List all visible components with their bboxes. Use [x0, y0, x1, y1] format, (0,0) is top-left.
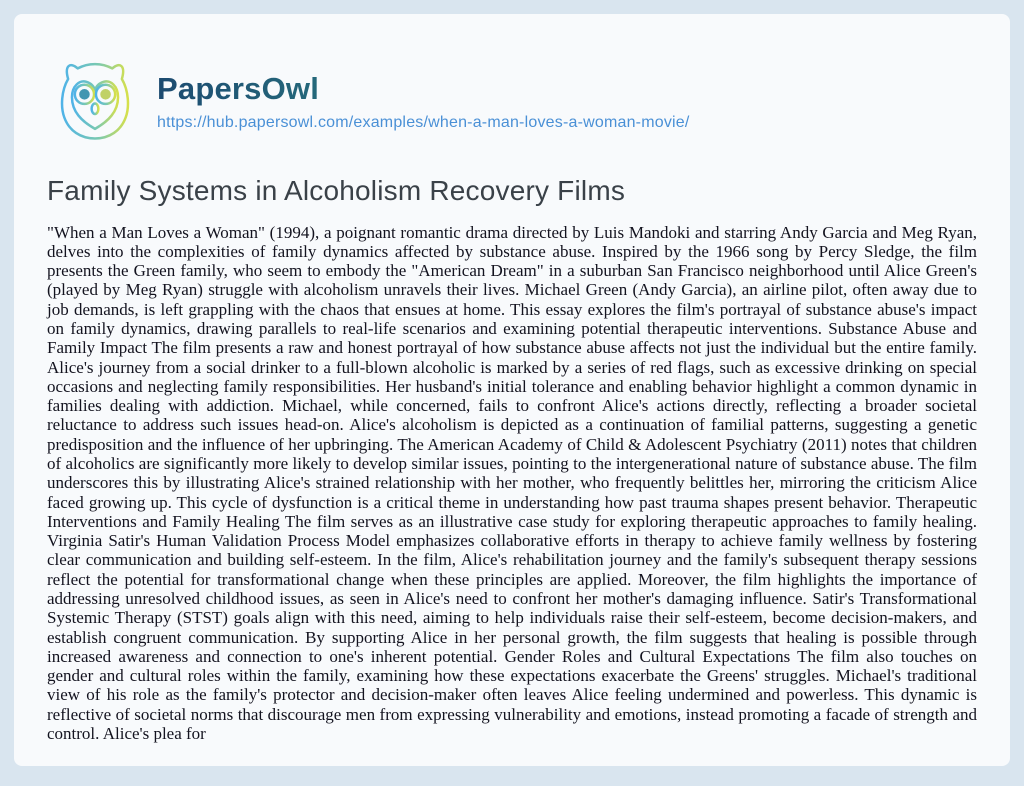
- source-url-link[interactable]: https://hub.papersowl.com/examples/when-a-man-loves-a-woman-movie/: [157, 114, 690, 132]
- papersowl-owl-icon[interactable]: [47, 54, 143, 150]
- content-card: [14, 14, 1010, 766]
- brand-text-block: [157, 72, 690, 132]
- site-header: [47, 54, 977, 150]
- brand-name[interactable]: PapersOwl: [157, 72, 690, 106]
- essay-body-text: "When a Man Loves a Woman" (1994), a poignant romantic drama directed by Luis Mandoki and starring Andy Garcia and Meg Ryan, delves into the complexities of family dynamics affected by substance abuse. Inspired by the 1966 song by Percy Sledge, the film presents the Green family, who seem to embody the "American Dream" in a suburban San Francisco neighborhood until Alice Green's (played by Meg Ryan) struggle with alcoholism unravels their lives. Michael Green (Andy Garcia), an airline pilot, often away due to job demands, is left grappling with the chaos that ensues at home. This essay explores the film's portrayal of substance abuse's impact on family dynamics, drawing parallels to real-life scenarios and examining potential therapeutic interventions. Substance Abuse and Family Impact The film presents a raw and honest portrayal of how substance abuse affects not just the individual but the entire family. Alice's journey from a social drinker to a full-blown alcoholic is marked by a series of red flags, such as excessive drinking on special occasions and neglecting family responsibilities. Her husband's initial tolerance and enabling behavior highlight a common dynamic in families dealing with addiction. Michael, while concerned, fails to confront Alice's actions directly, reflecting a broader societal reluctance to address such issues head-on. Alice's alcoholism is depicted as a continuation of familial patterns, suggesting a genetic predisposition and the influence of her upbringing. The American Academy of Child & Adolescent Psychiatry (2011) notes that children of alcoholics are significantly more likely to develop similar issues, pointing to the intergenerational nature of substance abuse. The film underscores this by illustrating Alice's strained relationship with her mother, who frequently belittles her, mirroring the criticism Alice faced growing up. This cycle of dysfunction is a critical theme in understanding how past trauma shapes present behavior. Therapeutic Interventions and Family Healing The film serves as an illustrative case study for exploring therapeutic approaches to family healing. Virginia Satir's Human Validation Process Model emphasizes collaborative efforts in therapy to achieve family wellness by fostering clear communication and building self-esteem. In the film, Alice's rehabilitation journey and the family's subsequent therapy sessions reflect the potential for transformational change when these principles are applied. Moreover, the film highlights the importance of addressing unresolved childhood issues, as seen in Alice's need to confront her mother's damaging influence. Satir's Transformational Systemic Therapy (STST) goals align with this need, aiming to help individuals raise their self-esteem, become decision-makers, and establish congruent communication. By supporting Alice in her personal growth, the film suggests that healing is possible through increased awareness and connection to one's inherent potential. Gender Roles and Cultural Expectations The film also touches on gender and cultural roles within the family, examining how these expectations exacerbate the Greens' struggles. Michael's traditional view of his role as the family's protector and decision-maker often leaves Alice feeling undermined and powerless. This dynamic is reflective of societal norms that discourage men from expressing vulnerability and emotions, instead promoting a facade of strength and control. Alice's plea for: [47, 222, 977, 743]
- essay-title: Family Systems in Alcoholism Recovery Films: [47, 175, 626, 206]
